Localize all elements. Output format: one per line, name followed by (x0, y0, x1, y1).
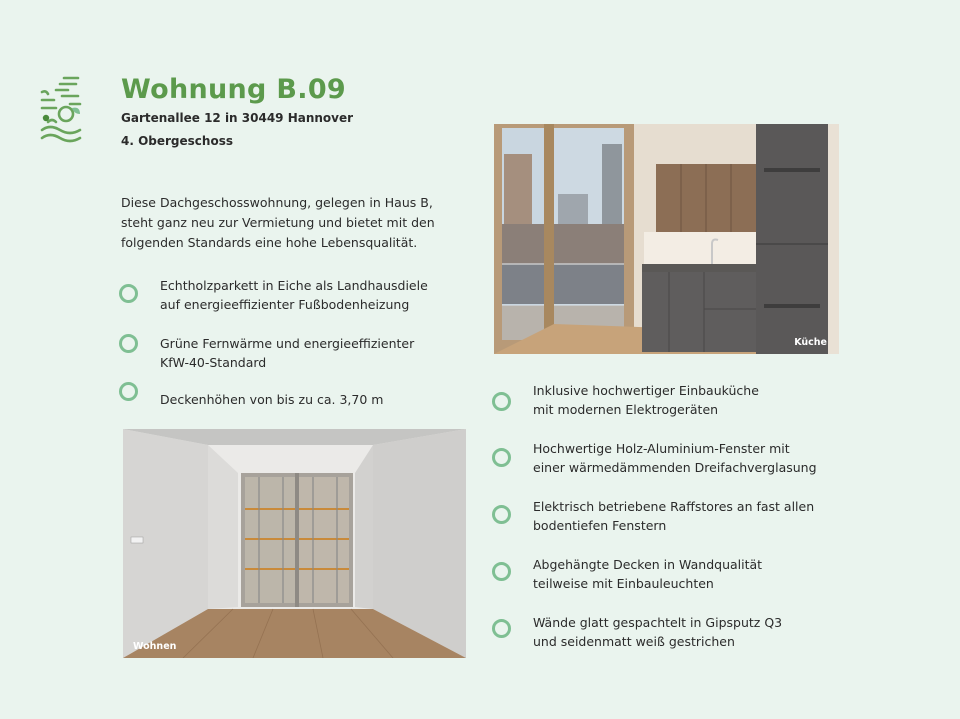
kitchen-photo (494, 124, 839, 354)
feature-line: einer wärmedämmenden Dreifachverglasung (533, 460, 817, 475)
bullet-ring-icon (492, 619, 511, 638)
bullet-ring-icon (119, 382, 138, 401)
feature-line: teilweise mit Einbauleuchten (533, 576, 714, 591)
bullet-ring-icon (492, 505, 511, 524)
feature-line: Hochwertige Holz-Aluminium-Fenster mit (533, 441, 790, 456)
feature-item (160, 390, 383, 409)
feature-item (160, 334, 414, 372)
bullet-ring-icon (492, 562, 511, 581)
living-photo-image (123, 429, 466, 658)
feature-line: Inklusive hochwertiger Einbauküche (533, 383, 759, 398)
feature-line: auf energieeffizienter Fußbodenheizung (160, 297, 410, 312)
feature-line: bodentiefen Fenstern (533, 518, 667, 533)
bullet-ring-icon (492, 448, 511, 467)
feature-line: Elektrisch betriebene Raffstores an fast allen (533, 499, 815, 514)
living-photo (123, 429, 466, 658)
feature-item (533, 439, 817, 477)
photo-caption: Küche (794, 337, 827, 348)
feature-item (533, 381, 759, 419)
feature-line: mit modernen Elektrogeräten (533, 402, 719, 417)
feature-line: Wände glatt gespachtelt in Gipsputz Q3 (533, 615, 783, 630)
bullet-ring-icon (492, 392, 511, 411)
feature-line: Grüne Fernwärme und energieeffizienter (160, 336, 415, 351)
feature-line: Echtholzparkett in Eiche als Landhausdiele (160, 278, 428, 293)
bullet-ring-icon (119, 334, 138, 353)
brand-logo-icon (38, 70, 82, 148)
intro-paragraph: Diese Dachgeschosswohnung, gelegen in Haus B, steht ganz neu zur Vermietung und bietet mit den folgenden Standards eine hohe Lebensqualität. (121, 195, 435, 250)
feature-line: und seidenmatt weiß gestrichen (533, 634, 735, 649)
feature-line: Deckenhöhen von bis zu ca. 3,70 m (160, 392, 384, 407)
feature-item (533, 555, 762, 593)
feature-line: Abgehängte Decken in Wandqualität (533, 557, 763, 572)
feature-line: KfW-40-Standard (160, 355, 267, 370)
page-title: Wohnung B.09 (121, 74, 346, 105)
bullet-ring-icon (119, 284, 138, 303)
feature-item (533, 497, 814, 535)
feature-item (160, 276, 428, 314)
kitchen-photo-image (494, 124, 839, 354)
floor-line: 4. Obergeschoss (121, 134, 233, 148)
address-line: Gartenallee 12 in 30449 Hannover (121, 111, 354, 125)
feature-item (533, 613, 782, 651)
photo-caption: Wohnen (133, 641, 177, 652)
